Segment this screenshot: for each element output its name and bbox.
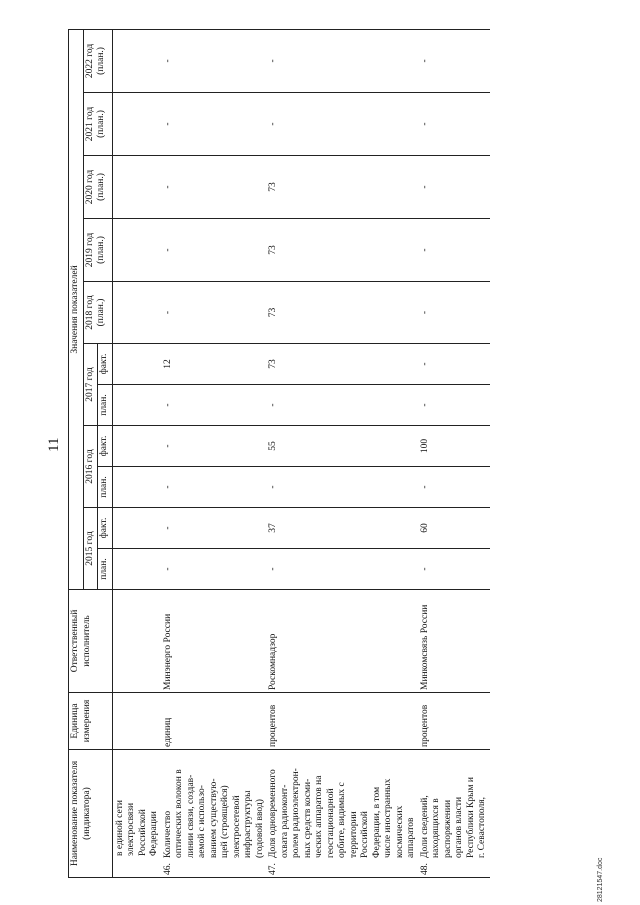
header-fact: факт. xyxy=(98,344,113,385)
value-cell: - xyxy=(162,93,268,156)
indicator-name: 48.Доли сведений, находящихся в распоряжении органов власти Республики Крым и г. Севастополя, xyxy=(419,750,490,878)
row-number: 48. xyxy=(419,863,430,875)
text-line: электросвязи xyxy=(126,802,136,856)
value-cell: - xyxy=(267,385,419,426)
value-cell: - xyxy=(162,467,268,508)
text-line: в единой сети xyxy=(114,800,125,856)
table-body xyxy=(112,29,490,877)
value-cell: 73 xyxy=(267,219,419,282)
value-cell: 60 xyxy=(419,508,490,549)
header-plan: план. xyxy=(98,385,113,426)
value-cell: - xyxy=(419,549,490,590)
value-cell: - xyxy=(419,467,490,508)
header-year-2020: 2020 год (план.) xyxy=(83,156,112,219)
unit-cell: процентов xyxy=(419,693,490,750)
table-row xyxy=(419,29,490,877)
value-cell: - xyxy=(162,426,268,467)
header-fact: факт. xyxy=(98,426,113,467)
value-cell: - xyxy=(162,508,268,549)
header-plan: план. xyxy=(98,549,113,590)
value-cell: 73 xyxy=(267,282,419,344)
value-cell: 73 xyxy=(267,344,419,385)
responsible-cell: Минэнерго России xyxy=(162,590,268,693)
header-fact: факт. xyxy=(98,508,113,549)
value-cell: - xyxy=(419,156,490,219)
table-row xyxy=(162,29,268,877)
indicator-name: 47.Доля одновременного охвата радиоконт- ролем радиоэлектрон- ных средств косми- ческих аппаратов на геостационарной орбите, видимых с территории Российской Федерации, в том числе иностранных космических аппаратов xyxy=(267,750,419,878)
row-number: 46. xyxy=(162,863,173,875)
header-year-2021: 2021 год (план.) xyxy=(83,93,112,156)
table-row-continuation xyxy=(112,29,162,877)
value-cell: - xyxy=(419,29,490,92)
continuation-text xyxy=(112,750,162,878)
header-year-2017: 2017 год xyxy=(83,344,98,426)
header-unit: Единица измерения xyxy=(69,693,113,750)
value-cell: - xyxy=(419,93,490,156)
header-indicator-name: Наименование показателя (индикатора) xyxy=(69,750,113,878)
value-cell: - xyxy=(162,219,268,282)
table-header xyxy=(69,29,113,877)
value-cell: - xyxy=(162,282,268,344)
header-responsible: Ответственный исполнитель xyxy=(69,590,113,693)
header-year-2015: 2015 год xyxy=(83,508,98,590)
indicator-name: 46.Количество оптических волокон в линии связи, создав- аемой с использо- ванием существую- щей (строящейся) электросетевой инфраструктуры (годовой ввод) xyxy=(162,750,268,878)
header-year-2022: 2022 год (план.) xyxy=(83,29,112,92)
header-plan: план. xyxy=(98,467,113,508)
value-cell: 73 xyxy=(267,156,419,219)
text-line: Федерации xyxy=(149,811,159,856)
responsible-cell: Минкомсвязь России xyxy=(419,590,490,693)
value-cell: - xyxy=(419,385,490,426)
page-number: 11 xyxy=(46,437,62,452)
unit-cell: процентов xyxy=(267,693,419,750)
header-year-2018: 2018 год (план.) xyxy=(83,282,112,344)
table-row xyxy=(267,29,419,877)
indicator-table xyxy=(68,29,490,878)
value-cell: - xyxy=(267,467,419,508)
value-cell: - xyxy=(419,282,490,344)
value-cell: - xyxy=(162,156,268,219)
value-cell: 100 xyxy=(419,426,490,467)
value-cell: - xyxy=(162,29,268,92)
footer-file-code: 28121547.doc xyxy=(597,857,604,902)
indicator-table-rotated xyxy=(68,30,608,878)
value-cell: - xyxy=(267,549,419,590)
value-cell: - xyxy=(267,29,419,92)
header-year-2019: 2019 год (план.) xyxy=(83,219,112,282)
value-cell: 37 xyxy=(267,508,419,549)
row-number: 47. xyxy=(268,863,278,875)
value-cell: 12 xyxy=(162,344,268,385)
value-cell: - xyxy=(419,219,490,282)
unit-cell: единиц xyxy=(162,693,268,750)
responsible-cell: Роскомнадзор xyxy=(267,590,419,693)
value-cell: - xyxy=(162,549,268,590)
value-cell: - xyxy=(267,93,419,156)
header-values: Значения показателей xyxy=(69,29,84,589)
text-line: Российской xyxy=(137,809,148,856)
header-year-2016: 2016 год xyxy=(83,426,98,508)
value-cell: 55 xyxy=(267,426,419,467)
value-cell: - xyxy=(419,344,490,385)
value-cell: - xyxy=(162,385,268,426)
